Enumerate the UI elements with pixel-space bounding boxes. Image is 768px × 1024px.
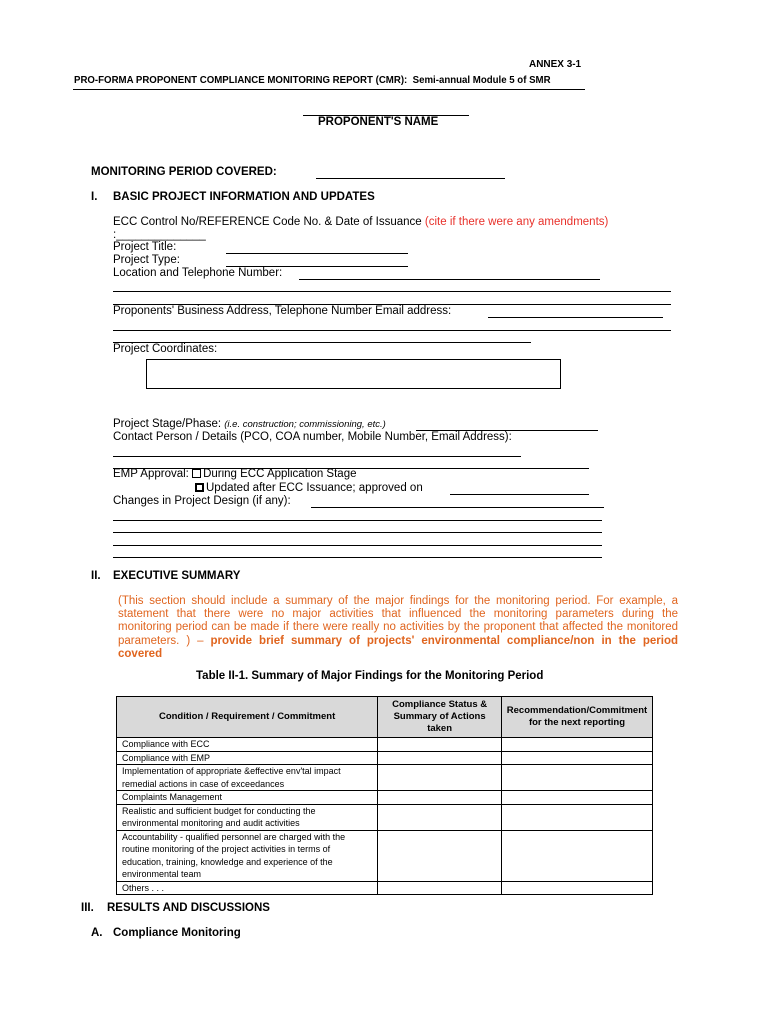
section2-heading: EXECUTIVE SUMMARY [113,570,241,582]
exec-line-3: monitoring period can be made if there were really no activities by the proponent that affected the monitored [118,621,678,634]
section1-heading: BASIC PROJECT INFORMATION AND UPDATES [113,191,375,203]
changes-blank-line-3[interactable] [113,545,602,546]
row-condition: Compliance with ECC [117,738,378,752]
row-condition: Realistic and sufficient budget for conducting the environmental monitoring and audit activities [117,804,378,830]
report-title-module: Semi-annual Module 5 of SMR [412,74,551,86]
project-coordinates-box[interactable] [146,359,561,389]
project-stage-hint: (i.e. construction; commissioning, etc.) [224,419,386,430]
exec-line-1: (This section should include a summary of the major findings for the monitoring period. For example, a [118,595,678,607]
monitoring-period-line[interactable] [316,178,505,179]
row-recommendation-cell[interactable] [501,738,652,752]
project-stage-label: Project Stage/Phase: [113,418,222,430]
exec-line-4-start: parameters. ) – [118,634,211,647]
table-row [117,765,653,791]
contact-person-label: Contact Person / Details (PCO, COA number, Mobile Number, Email Address): [113,431,512,443]
header-recommendation: Recommendation/Commitment for the next reporting [501,697,652,738]
location-label: Location and Telephone Number: [113,267,283,279]
project-title-line[interactable] [226,253,408,254]
changes-design-label: Changes in Project Design (if any): [113,495,291,507]
report-title [74,74,551,86]
monitoring-period-label: MONITORING PERIOD COVERED: [91,166,277,178]
row-status-cell[interactable] [378,791,502,805]
subsection-a-number: A. [91,927,103,939]
header-compliance-status: Compliance Status & Summary of Actions taken [378,697,502,738]
changes-blank-line-2[interactable] [113,532,602,533]
ecc-amendment-note: (cite if there were any amendments) [424,216,609,228]
table-row [117,881,653,895]
business-address-label: Proponents' Business Address, Telephone Number Email address: [113,305,452,317]
changes-blank-line-4[interactable] [113,557,602,558]
report-title-main: PRO-FORMA PROPONENT COMPLIANCE MONITORING REPORT (CMR): [74,74,408,86]
changes-blank-line-1[interactable] [113,520,602,521]
exec-line-5: covered [118,647,163,660]
ecc-control-label: ECC Control No/REFERENCE Code No. & Date of Issuance [113,216,422,228]
row-recommendation-cell[interactable] [501,791,652,805]
row-condition: Others . . . [117,881,378,895]
business-blank-line-1[interactable] [113,330,671,331]
contact-line-1[interactable] [113,456,521,457]
exec-line-4-bold: provide brief summary of projects' environmental compliance/non in the period [210,634,679,647]
annex-label: ANNEX 3-1 [529,58,582,70]
row-recommendation-cell[interactable] [501,765,652,791]
row-status-cell[interactable] [378,830,502,881]
emp-option-updated-after-ecc: Updated after ECC Issuance; approved on [206,482,423,494]
business-address-line[interactable] [488,317,663,318]
row-recommendation-cell[interactable] [501,830,652,881]
findings-table [116,696,653,895]
table-row [117,751,653,765]
checkbox-icon[interactable] [192,469,201,478]
row-recommendation-cell[interactable] [501,881,652,895]
ecc-control-row [113,216,608,228]
executive-summary-instructions [118,595,678,661]
row-condition: Complaints Management [117,791,378,805]
header-rule [73,89,585,90]
project-type-label: Project Type: [113,254,180,266]
row-recommendation-cell[interactable] [501,751,652,765]
checkbox-icon[interactable] [195,483,204,492]
row-condition: Compliance with EMP [117,751,378,765]
row-recommendation-cell[interactable] [501,804,652,830]
row-status-cell[interactable] [378,881,502,895]
section2-number: II. [91,570,101,582]
table-row [117,804,653,830]
table-row [117,738,653,752]
table-header-row [117,697,653,738]
section3-number: III. [81,902,94,914]
emp-option-updated-row [195,482,423,494]
table-caption: Table II-1. Summary of Major Findings for the Monitoring Period [196,670,544,682]
changes-design-line[interactable] [311,507,604,508]
section1-number: I. [91,191,98,203]
emp-option-during-ecc: During ECC Application Stage [203,468,357,480]
emp-approved-on-line[interactable] [450,494,589,495]
emp-approval-row [113,468,356,480]
row-condition: Implementation of appropriate &effective env'tal impact remedial actions in case of exceedances [117,765,378,791]
emp-approval-label: EMP Approval: [113,468,189,480]
location-blank-line-1[interactable] [113,291,671,292]
row-status-cell[interactable] [378,765,502,791]
project-coordinates-label: Project Coordinates: [113,343,218,355]
project-title-label: Project Title: [113,241,177,253]
row-condition: Accountability - qualified personnel are charged with the routine monitoring of the project activities in terms of education, training, knowledge and experience of the environmental team [117,830,378,881]
subsection-a-heading: Compliance Monitoring [113,927,241,939]
table-row [117,830,653,881]
header-condition: Condition / Requirement / Commitment [117,697,378,738]
section3-heading: RESULTS AND DISCUSSIONS [107,902,270,914]
row-status-cell[interactable] [378,738,502,752]
row-status-cell[interactable] [378,751,502,765]
exec-line-2: statement that there were no major activities that influenced the monitoring parameters during the [118,608,678,621]
ecc-control-line[interactable]: :______________ [113,229,206,241]
row-status-cell[interactable] [378,804,502,830]
table-row [117,791,653,805]
proponent-name-label: PROPONENT'S NAME [318,116,439,128]
exec-line-4 [118,635,678,648]
project-stage-row [113,418,386,430]
location-line[interactable] [299,279,600,280]
